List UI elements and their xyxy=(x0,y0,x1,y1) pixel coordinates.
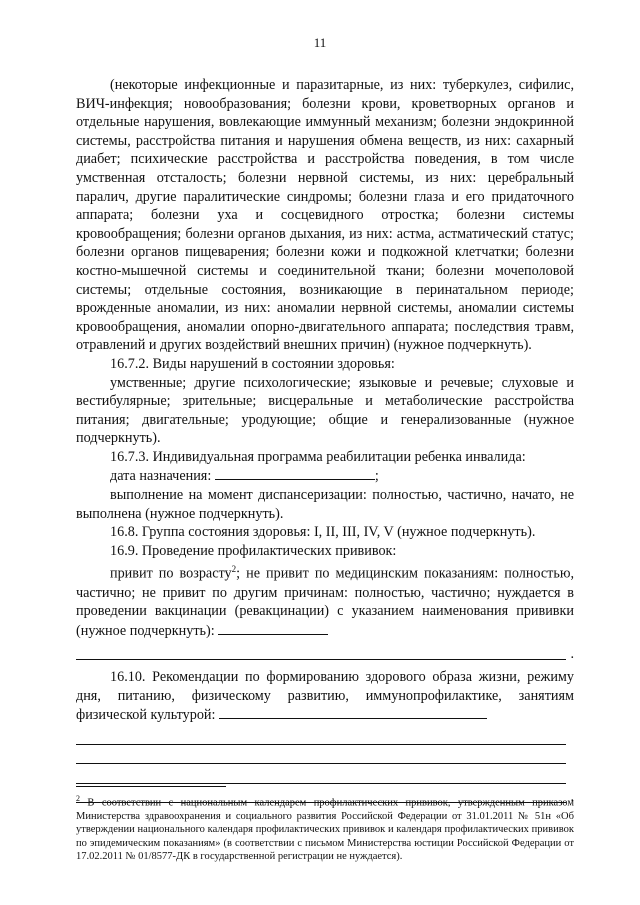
page-number: 11 xyxy=(313,35,327,50)
section-16-8: 16.8. Группа состояния здоровья: I, II, III, IV, V (нужное подчеркнуть). xyxy=(110,524,536,541)
vaccine-name-blank xyxy=(218,621,328,635)
date-blank xyxy=(215,466,375,480)
vaccination-options: ; не привит по медицинским показаниям: полностью, частично; не привит по другим причинам: полностью, частично; нуждается в проведении вакцинации (ревакцинации) с указанием наименования прививки (нужное подчеркнуть): xyxy=(76,566,574,639)
footnote xyxy=(76,792,574,864)
vaccine-name-line xyxy=(76,641,566,661)
document-body xyxy=(76,76,574,803)
section-16-7-3-date-line xyxy=(76,466,574,486)
footnote-separator xyxy=(76,786,226,787)
section-16-7-2-text: умственные; другие психологические; языковые и речевые; слуховые и вестибулярные; зрительные; висцеральные и метаболические расстройства питания; двигательные; уродующие; общие и генерализованные (нужное подчеркнуть). xyxy=(76,374,574,447)
section-16-9-text xyxy=(76,560,574,640)
recommendations-blank xyxy=(219,705,487,719)
section-16-7-3-execution: выполнение на момент диспансеризации: полностью, частично, начато, не выполнена (нужное подчеркнуть). xyxy=(76,487,574,522)
recommendations-line-2 xyxy=(76,745,566,765)
footnote-mark: 2 xyxy=(76,794,80,803)
disease-classes-paragraph: (некоторые инфекционные и паразитарные, из них: туберкулез, сифилис, ВИЧ-инфекция; новообразования; болезни крови, кроветворных органов и отдельные нарушения, вовлекающие иммунный механизм; болезни эндокринной системы, расстройства питания и нарушения обмена веществ, из них: сахарный диабет; психические расстройства и расстройства поведения, в том числе умственная отсталость; болезни нервной системы, из них: церебральный паралич, другие паралитические синдромы; болезни глаза и его придаточного аппарата; болезни уха и сосцевидного отростка; болезни системы кровообращения; болезни органов дыхания, из них: астма, астматический статус; болезни органов пищеварения; болезни кожи и подкожной клетчатки; болезни костно-мышечной системы и соединительной ткани; болезни мочеполовой системы; отдельные состояния, возникающие в перинатальном периоде; врожденные аномалии, из них: аномалии нервной системы, аномалии системы кровообращения, аномалии опорно-двигательного аппарата; последствия травм, отравлений и других воздействий внешних причин) (нужное подчеркнуть). xyxy=(76,77,574,354)
date-end: ; xyxy=(374,468,379,485)
recommendations-line-3 xyxy=(76,764,566,784)
section-16-10-text: 16.10. Рекомендации по формированию здорового образа жизни, режиму дня, питанию, физическому развитию, иммунопрофилактике, занятиям физической культурой: xyxy=(76,669,574,724)
recommendations-line-1 xyxy=(76,725,566,745)
footnote-text: В соответствии с национальным календарем профилактических прививок, утвержденным приказом Министерства здравоохранения и социального развития Российской Федерации от 31.01.2011 № 51н «Об утверждении национального календаря профилактических прививок и календаря профилактических прививок по эпидемическим показаниям» (в соответствии с письмом Министерства юстиции Российской Федерации от 17.02.2011 № 01/8577-ДК в государственной регистрации не нуждается). xyxy=(76,797,574,863)
vaccinated-by-age: привит по возрасту xyxy=(110,566,232,583)
section-16-7-2-heading: 16.7.2. Виды нарушений в состоянии здоровья: xyxy=(110,355,395,372)
date-label: дата назначения: xyxy=(110,468,212,485)
section-16-7-3-heading: 16.7.3. Индивидуальная программа реабилитации ребенка инвалида: xyxy=(110,448,526,465)
footnote-ref: 2 xyxy=(231,564,237,575)
section-16-9-heading: 16.9. Проведение профилактических прививок: xyxy=(110,542,397,559)
